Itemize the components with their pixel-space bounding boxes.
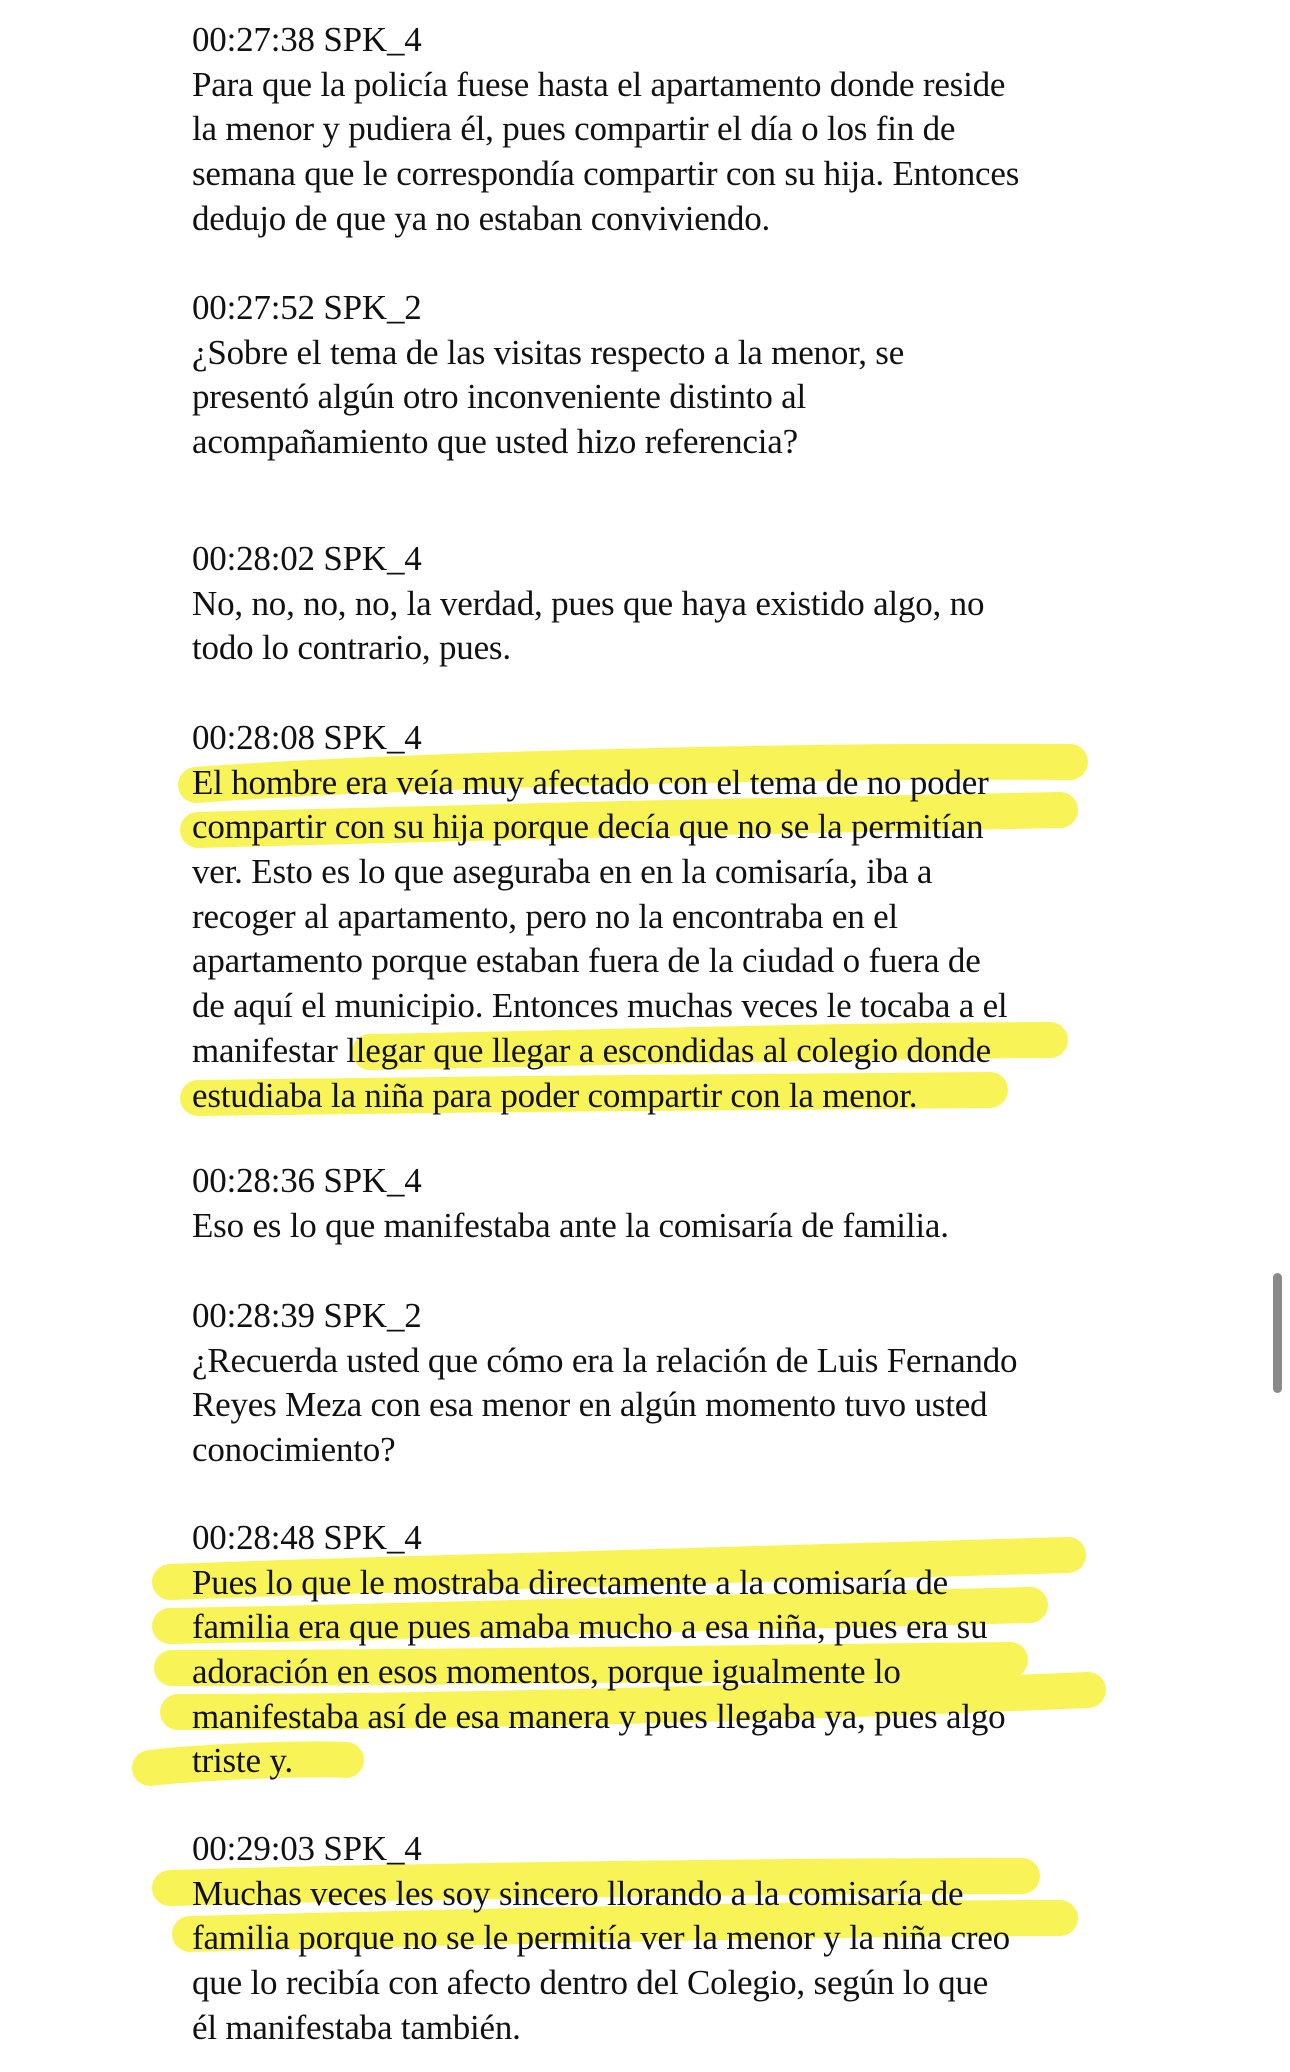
entry-text-line: Muchas veces les soy sincero llorando a la comisaría de: [192, 1873, 964, 1913]
entry-text-line: manifestaba así de esa manera y pues llegaba ya, pues algo: [192, 1696, 1006, 1736]
entry-text-line: compartir con su hija porque decía que no se la permitían: [192, 807, 984, 847]
entry-text-line: triste y.: [192, 1741, 293, 1781]
entry-text-line: Reyes Meza con esa menor en algún momento tuvo usted: [192, 1385, 988, 1425]
entry-text-line: ¿Sobre el tema de las visitas respecto a la menor, se: [192, 332, 905, 372]
entry-header: 00:28:48 SPK_4: [192, 1518, 422, 1557]
transcript-entry: [192, 286, 1252, 465]
entry-header: 00:28:02 SPK_4: [192, 539, 422, 578]
transcript-entry: [192, 537, 1252, 671]
transcript-entry: [192, 1516, 1252, 1784]
entry-text-line: familia era que pues amaba mucho a esa niña, pues era su: [192, 1607, 988, 1647]
transcript-entry: [192, 1827, 1252, 2050]
entry-header: 00:28:08 SPK_4: [192, 718, 422, 757]
entry-header: 00:28:36 SPK_4: [192, 1161, 422, 1200]
entry-text-line: todo lo contrario, pues.: [192, 628, 511, 668]
entry-text-line: estudiaba la niña para poder compartir con la menor.: [192, 1075, 918, 1115]
entry-text-line: él manifestaba también.: [192, 2007, 521, 2047]
entry-text-line: recoger al apartamento, pero no la encontraba en el: [192, 896, 898, 936]
entry-text-line: manifestar llegar que llegar a escondidas al colegio donde: [192, 1030, 991, 1070]
entry-text-line: No, no, no, no, la verdad, pues que haya existido algo, no: [192, 583, 985, 623]
entry-text-line: dedujo de que ya no estaban conviviendo.: [192, 198, 771, 238]
entry-text-line: ¿Recuerda usted que cómo era la relación de Luis Fernando: [192, 1340, 1018, 1380]
entry-text-line: Eso es lo que manifestaba ante la comisaría de familia.: [192, 1205, 949, 1245]
entry-text-line: familia porque no se le permitía ver la menor y la niña creo: [192, 1918, 1010, 1958]
entry-text-line: adoración en esos momentos, porque igualmente lo: [192, 1652, 901, 1692]
transcript-entry: [192, 1294, 1252, 1473]
entry-text-line: que lo recibía con afecto dentro del Colegio, según lo que: [192, 1963, 989, 2003]
entry-text-line: presentó algún otro inconveniente distinto al: [192, 377, 807, 417]
entry-text-line: El hombre era veía muy afectado con el tema de no poder: [192, 762, 989, 802]
entry-text-line: acompañamiento que usted hizo referencia?: [192, 422, 798, 462]
entry-header: 00:28:39 SPK_2: [192, 1296, 422, 1335]
entry-text-line: Pues lo que le mostraba directamente a la comisaría de: [192, 1562, 948, 1602]
entry-text-line: apartamento porque estaban fuera de la ciudad o fuera de: [192, 941, 981, 981]
entry-header: 00:27:52 SPK_2: [192, 288, 422, 327]
vertical-scrollbar[interactable]: [1273, 1273, 1282, 1393]
entry-header: 00:29:03 SPK_4: [192, 1829, 422, 1868]
transcript-entry: [192, 18, 1252, 241]
transcript-entry: [192, 716, 1252, 1118]
transcript-entry: [192, 1159, 1252, 1248]
entry-text-line: conocimiento?: [192, 1430, 396, 1470]
entry-text-line: semana que le correspondía compartir con su hija. Entonces: [192, 154, 1020, 194]
entry-header: 00:27:38 SPK_4: [192, 20, 422, 59]
entry-text-line: ver. Esto es lo que aseguraba en en la comisaría, iba a: [192, 852, 933, 892]
entry-text-line: la menor y pudiera él, pues compartir el día o los fin de: [192, 109, 956, 149]
entry-text-line: de aquí el municipio. Entonces muchas veces le tocaba a el: [192, 986, 1008, 1026]
entry-text-line: Para que la policía fuese hasta el apartamento donde reside: [192, 64, 1006, 104]
